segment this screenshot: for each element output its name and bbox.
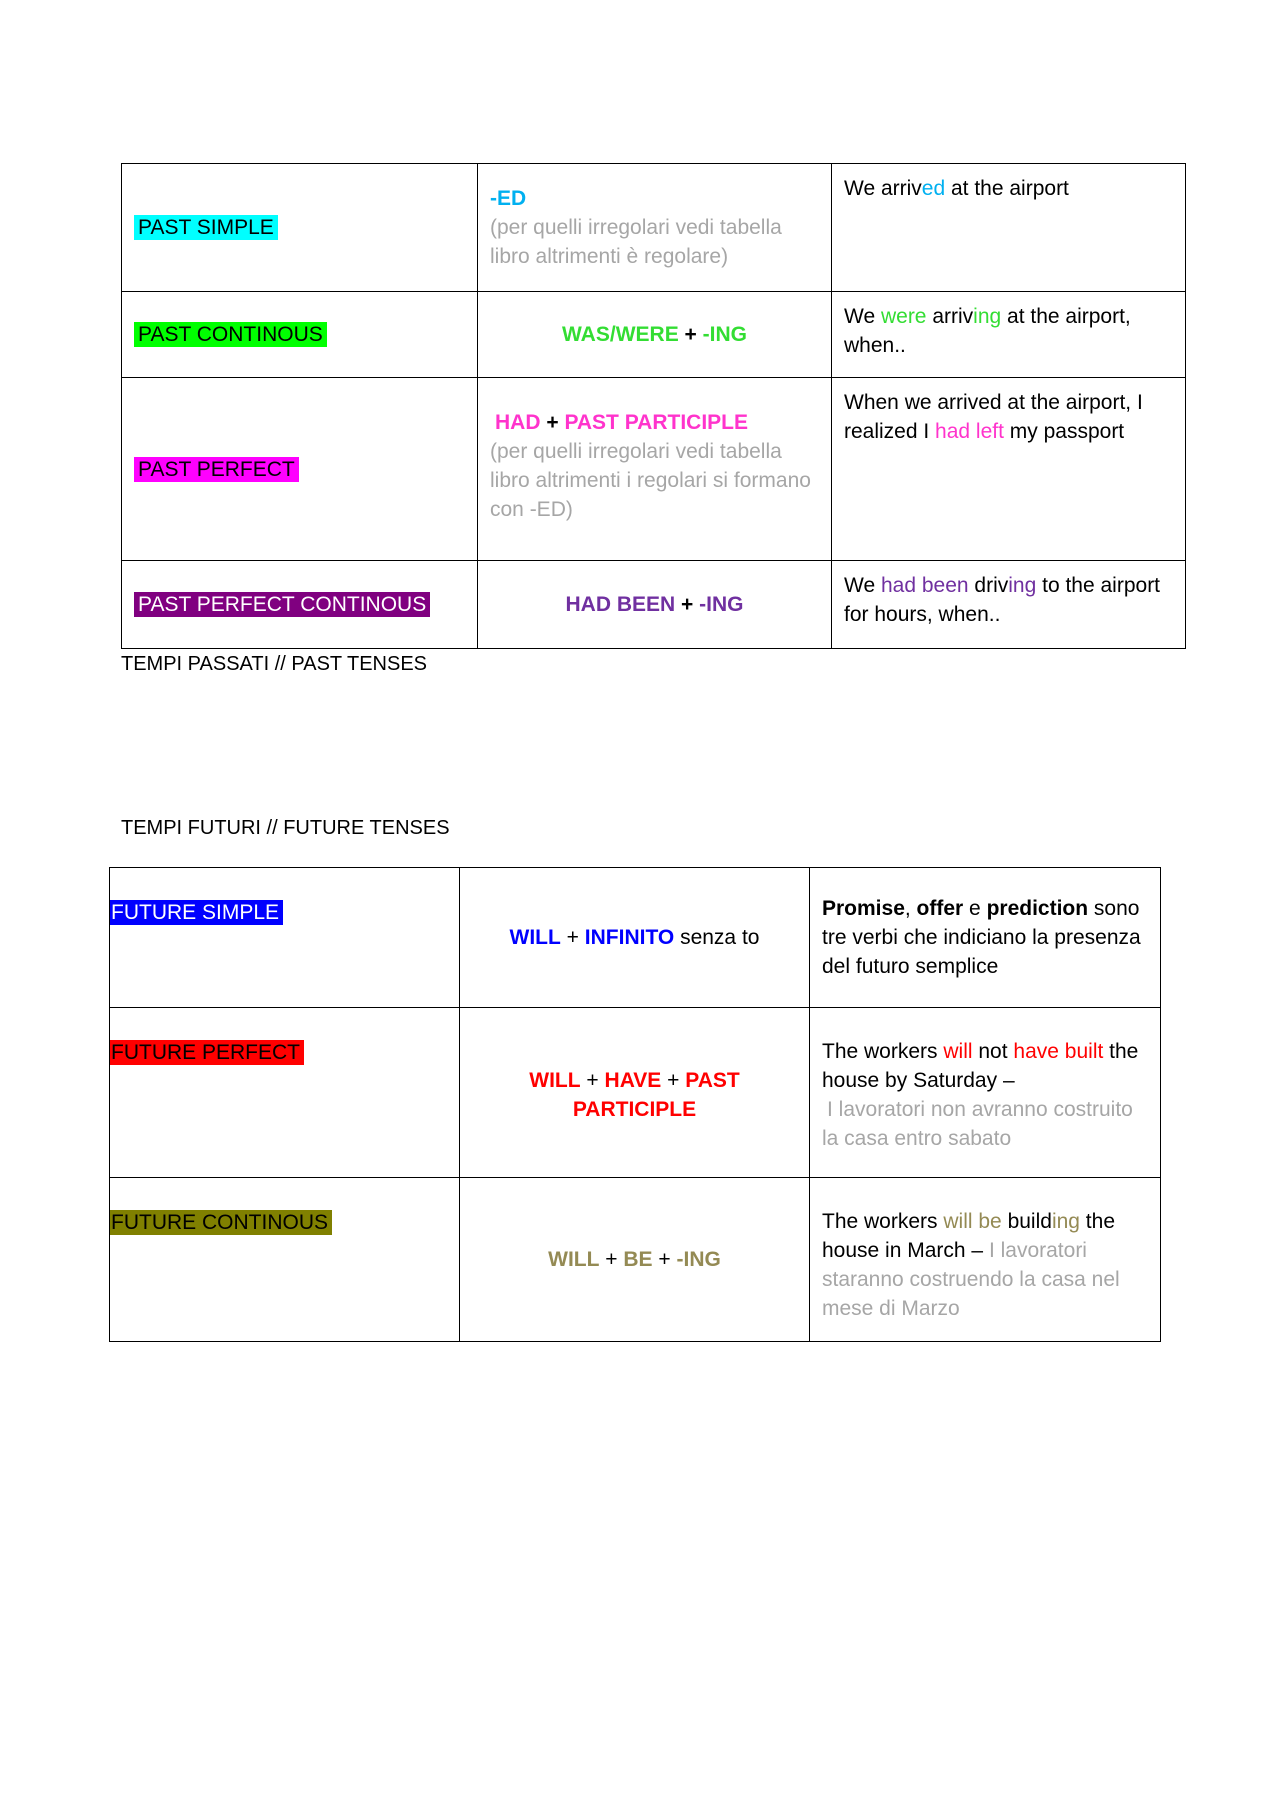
- tense-label-past-perfect-continous: PAST PERFECT CONTINOUS: [134, 592, 430, 617]
- future-tenses-table: [109, 867, 1161, 1342]
- formula-slash: /: [609, 323, 616, 346]
- formula-was: WAS: [562, 323, 610, 346]
- table-row: [110, 868, 1161, 1008]
- formula-had: HAD: [495, 411, 541, 434]
- example-text: We: [844, 574, 881, 597]
- table-row: [122, 292, 1186, 378]
- example-text: the house in March –: [822, 1210, 1115, 1262]
- formula-will: WILL: [529, 1069, 581, 1092]
- tense-label-future-simple: FUTURE SIMPLE: [110, 900, 283, 925]
- example-cell: [810, 868, 1161, 1008]
- formula-were: WERE: [615, 323, 679, 346]
- tense-label-past-continous: PAST CONTINOUS: [134, 322, 327, 347]
- formula-cell: [478, 561, 832, 649]
- example-text: ,: [904, 897, 917, 920]
- formula-plus: +: [540, 411, 565, 434]
- table-row: [122, 561, 1186, 649]
- example-will: will: [943, 1040, 973, 1063]
- formula-main: -ED: [490, 187, 527, 210]
- example-text: We arriv: [844, 177, 922, 200]
- example-text: my passport: [1003, 420, 1125, 443]
- formula-cell: [460, 1178, 810, 1342]
- formula-plus: +: [599, 1248, 624, 1271]
- formula-ing: -ING: [676, 1248, 721, 1271]
- keyword-promise: Promise: [822, 897, 905, 920]
- example-cell: [832, 561, 1186, 649]
- example-text: to the airport for hours, when..: [844, 574, 1161, 626]
- tense-label-future-perfect: FUTURE PERFECT: [110, 1040, 304, 1065]
- tense-label-future-continous: FUTURE CONTINOUS: [110, 1210, 332, 1235]
- tense-label-past-perfect: PAST PERFECT: [134, 457, 299, 482]
- tense-cell: [110, 1178, 460, 1342]
- formula-note: (per quelli irregolari vedi tabella libro altrimenti i regolari si formano con -ED): [490, 440, 811, 521]
- formula-plus: +: [661, 1069, 686, 1092]
- example-text: at the airport, when..: [844, 305, 1131, 357]
- table-row: [110, 1008, 1161, 1178]
- example-aux: were: [880, 305, 927, 328]
- example-text: build: [1001, 1210, 1052, 1233]
- past-tenses-table: [121, 163, 1186, 649]
- example-text: We: [844, 305, 881, 328]
- example-cell: [832, 164, 1186, 292]
- formula-past-participle: PAST PARTICIPLE: [572, 1069, 740, 1121]
- formula-will: WILL: [548, 1248, 600, 1271]
- example-text: at the airport: [945, 177, 1069, 200]
- table-row: [110, 1178, 1161, 1342]
- keyword-offer: offer: [916, 897, 964, 920]
- keyword-prediction: prediction: [986, 897, 1089, 920]
- formula-main: [490, 408, 819, 437]
- example-text: the house by Saturday –: [822, 1040, 1139, 1092]
- formula-infinito: INFINITO: [584, 926, 675, 949]
- example-text: e: [963, 897, 987, 920]
- example-ing: ing: [1008, 574, 1037, 597]
- example-suffix: ed: [921, 177, 946, 200]
- example-ing: ing: [973, 305, 1002, 328]
- tense-cell: [110, 1008, 460, 1178]
- formula-plus: +: [580, 1069, 605, 1092]
- formula-plus: +: [678, 323, 703, 346]
- tense-cell: [122, 561, 478, 649]
- formula-cell: [478, 292, 832, 378]
- example-text: The workers: [822, 1210, 944, 1233]
- table-row: [122, 378, 1186, 561]
- example-verb: had left: [935, 420, 1004, 443]
- example-translation: I lavoratori non avranno costruito la casa entro sabato: [822, 1098, 1133, 1150]
- formula-plus: +: [675, 593, 700, 616]
- example-text: sono tre verbi che indiciano la presenza del futuro semplice: [822, 897, 1141, 978]
- formula-will: WILL: [509, 926, 561, 949]
- past-tenses-caption: TEMPI PASSATI // PAST TENSES: [121, 653, 428, 675]
- example-verb: have built: [1013, 1040, 1104, 1063]
- example-text: The workers: [822, 1040, 944, 1063]
- tense-cell: [122, 292, 478, 378]
- formula-have: HAVE: [604, 1069, 662, 1092]
- formula-be: BE: [623, 1248, 653, 1271]
- example-cell: [810, 1008, 1161, 1178]
- formula-cell: [478, 164, 832, 292]
- formula-note: (per quelli irregolari vedi tabella libro altrimenti è regolare): [490, 216, 782, 268]
- example-cell: [810, 1178, 1161, 1342]
- formula-plus: +: [560, 926, 585, 949]
- formula-cell: [478, 378, 832, 561]
- formula-ing: -ING: [699, 593, 744, 616]
- example-cell: [832, 378, 1186, 561]
- formula-ing: -ING: [702, 323, 747, 346]
- formula-plus: +: [652, 1248, 677, 1271]
- future-tenses-caption: TEMPI FUTURI // FUTURE TENSES: [121, 817, 450, 839]
- example-aux: will be: [943, 1210, 1002, 1233]
- tense-cell: [122, 164, 478, 292]
- example-aux: had been: [880, 574, 969, 597]
- tense-label-past-simple: PAST SIMPLE: [134, 215, 278, 240]
- formula-cell: [460, 1008, 810, 1178]
- formula-cell: [460, 868, 810, 1008]
- example-ing: ing: [1051, 1210, 1080, 1233]
- table-row: [122, 164, 1186, 292]
- formula-rest: senza to: [674, 926, 760, 949]
- example-cell: [832, 292, 1186, 378]
- example-text: When we arrived at the airport, I realized I: [844, 391, 1143, 443]
- example-translation: I lavoratori staranno costruendo la casa nel mese di Marzo: [822, 1239, 1120, 1320]
- example-text: arriv: [926, 305, 974, 328]
- example-text: driv: [968, 574, 1009, 597]
- example-text: not: [972, 1040, 1014, 1063]
- formula-had-been: HAD BEEN: [565, 593, 676, 616]
- tense-cell: [110, 868, 460, 1008]
- formula-past-participle: PAST PARTICIPLE: [564, 411, 749, 434]
- tense-cell: [122, 378, 478, 561]
